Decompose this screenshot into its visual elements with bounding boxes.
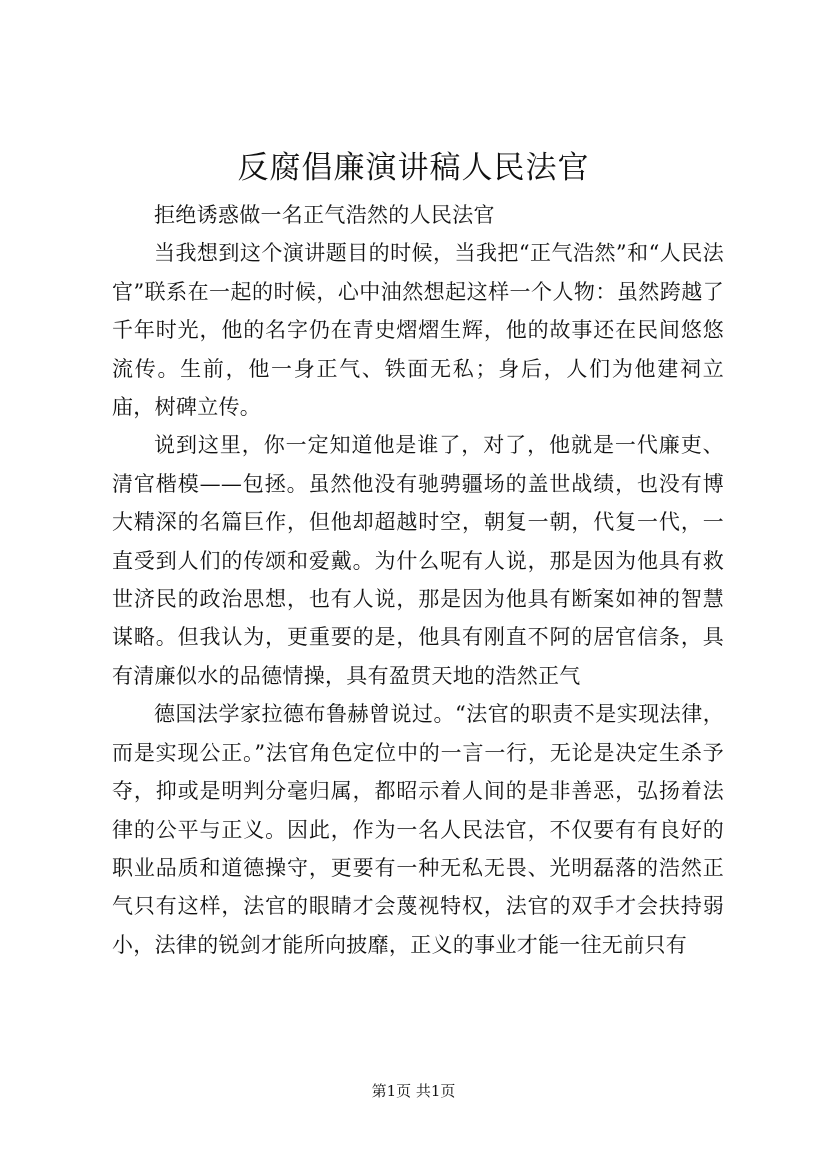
document-subtitle: 拒绝诱惑做一名正气浩然的人民法官 — [154, 203, 495, 227]
document-body — [112, 196, 724, 964]
document-title: 反腐倡廉演讲稿人民法官 — [237, 150, 590, 186]
paragraph-2: 说到这里，你一定知道他是谁了，对了，他就是一代廉吏、清官楷模——包拯。虽然他没有驰骋疆场的盖世战绩，也没有博大精深的名篇巨作，但他却超越时空，朝复一朝，代复一代，一直受到人们的传颂和爱戴。为什么呢有人说，那是因为他具有救世济民的政治思想，也有人说，那是因为他具有断案如神的智慧谋略。但我认为，更重要的是，他具有刚直不阿的居官信条，具有清廉似水的品德情操，具有盈贯天地的浩然正气 — [112, 433, 724, 688]
paragraph-1: 当我想到这个演讲题目的时候，当我把“正气浩然”和“人民法官”联系在一起的时候，心中油然想起这样一个人物：虽然跨越了千年时光，他的名字仍在青史熠熠生辉，他的故事还在民间悠悠流传。生前，他一身正气、铁面无私；身后，人们为他建祠立庙，树碑立传。 — [112, 241, 724, 420]
page-number-footer: 第1页 共1页 — [371, 1082, 456, 1100]
paragraph-3: 德国法学家拉德布鲁赫曾说过。“法官的职责不是实现法律，而是实现公正。”法官角色定位中的一言一行，无论是决定生杀予夺，抑或是明判分毫归属，都昭示着人间的是非善恶，弘扬着法律的公平与正义。因此，作为一名人民法官，不仅要有有良好的职业品质和道德操守，更要有一种无私无畏、光明磊落的浩然正气只有这样，法官的眼睛才会蔑视特权，法官的双手才会扶持弱小，法律的锐剑才能所向披靡，正义的事业才能一往无前只有 — [112, 702, 724, 957]
